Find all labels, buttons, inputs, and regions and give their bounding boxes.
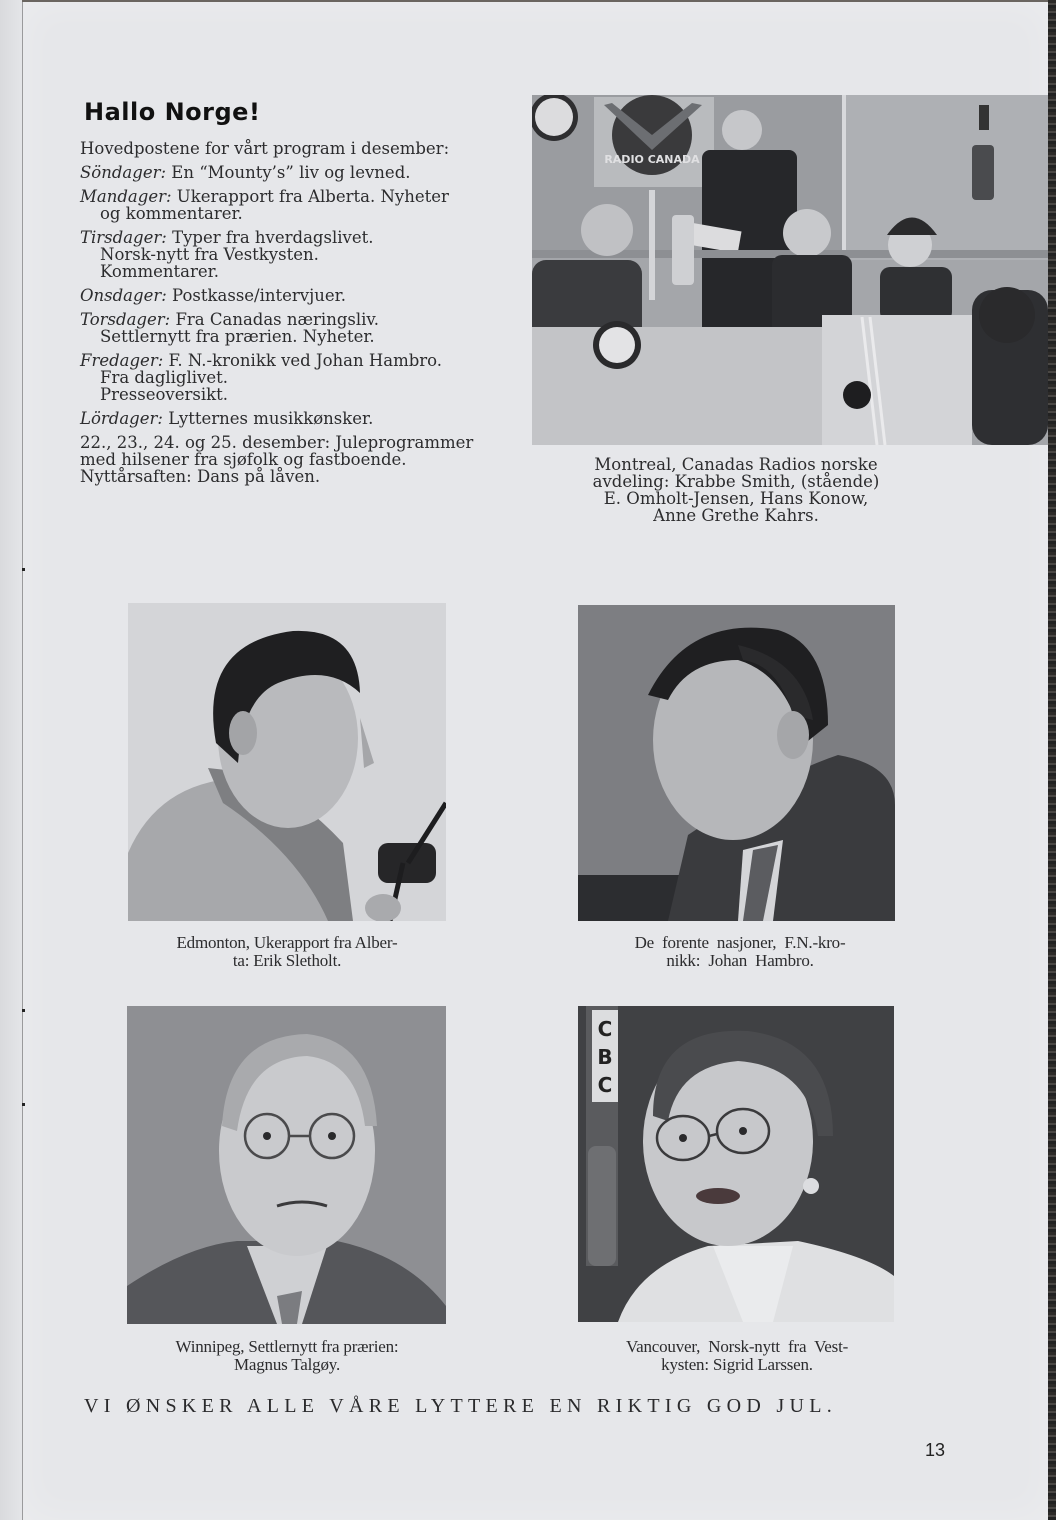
schedule-intro: Hovedpostene for vårt program i desember: bbox=[80, 139, 450, 158]
christmas-greeting: VI ØNSKER ALLE VÅRE LYTTERE EN RIKTIG GOD JUL. bbox=[84, 1395, 838, 1417]
edmonton-portrait-illustration bbox=[128, 603, 446, 921]
un-photo-caption: De forente nasjoner, F.N.-kro- nikk: Johan Hambro. bbox=[634, 933, 846, 970]
schedule-entry-wednesday: Onsdager: Postkasse/intervjuer. bbox=[80, 286, 346, 305]
day-label: Söndager: bbox=[80, 163, 167, 182]
schedule-entry-thursday: Torsdager: Fra Canadas næringsliv. Settlernytt fra prærien. Nyheter. bbox=[80, 310, 380, 346]
edmonton-portrait-photo bbox=[128, 603, 446, 921]
page-number: 13 bbox=[925, 1440, 946, 1460]
schedule-entry-saturday: Lördager: Lytternes musikkønsker. bbox=[80, 409, 374, 428]
studio-photo-illustration bbox=[532, 95, 1048, 445]
day-label: Mandager: bbox=[80, 187, 172, 206]
edmonton-photo-caption: Edmonton, Ukerapport fra Alber- ta: Erik Sletholt. bbox=[176, 933, 398, 970]
gutter-mark bbox=[22, 1009, 25, 1012]
previous-page-edge bbox=[0, 0, 22, 1520]
svg-text:C: C bbox=[597, 1073, 613, 1097]
winnipeg-photo-caption: Winnipeg, Settlernytt fra prærien: Magnus Talgøy. bbox=[175, 1337, 399, 1374]
new-year-program: Nyttårsaften: Dans på låven. bbox=[80, 467, 321, 486]
winnipeg-portrait-photo bbox=[127, 1006, 446, 1324]
schedule-entry-monday: Mandager: Ukerapport fra Alberta. Nyheter og kommentarer. bbox=[80, 187, 449, 223]
un-portrait-illustration bbox=[578, 605, 895, 921]
day-label: Onsdager: bbox=[80, 286, 167, 305]
gutter-mark bbox=[22, 568, 25, 571]
day-label: Tirsdager: bbox=[80, 228, 167, 247]
vancouver-portrait-photo bbox=[578, 1006, 894, 1322]
studio-photo-caption: Montreal, Canadas Radios norske avdeling: Krabbe Smith, (stående) E. Omholt-Jensen, Hans Konow, Anne Grethe Kahrs. bbox=[592, 455, 880, 525]
schedule-entry-tuesday: Tirsdager: Typer fra hverdagslivet. Norsk-nytt fra Vestkysten. Kommentarer. bbox=[80, 228, 374, 281]
svg-text:C: C bbox=[597, 1017, 613, 1041]
page-title: Hallo Norge! bbox=[84, 98, 261, 126]
day-label: Lördager: bbox=[80, 409, 163, 428]
program-schedule bbox=[80, 140, 510, 485]
scan-right-edge bbox=[1048, 0, 1056, 1520]
vancouver-photo-caption: Vancouver, Norsk-nytt fra Vest- kysten: Sigrid Larssen. bbox=[625, 1337, 849, 1374]
vancouver-portrait-illustration bbox=[578, 1006, 894, 1322]
schedule-entry-sunday: Söndager: En “Mounty’s” liv og levned. bbox=[80, 163, 411, 182]
day-label: Fredager: bbox=[80, 351, 164, 370]
day-label: Torsdager: bbox=[80, 310, 171, 329]
christmas-programs: 22., 23., 24. og 25. desember: Juleprogrammer med hilsener fra sjøfolk og fastboende. Nyttårsaften: Dans på låven. bbox=[80, 434, 510, 485]
un-portrait-photo bbox=[578, 605, 895, 921]
radio-canada-emblem: RADIO CANADA bbox=[604, 153, 700, 166]
winnipeg-portrait-illustration bbox=[127, 1006, 446, 1324]
schedule-entry-friday: Fredager: F. N.-kronikk ved Johan Hambro. Fra dagliglivet. Presseoversikt. bbox=[80, 351, 443, 404]
gutter-mark bbox=[22, 1103, 25, 1106]
svg-text:B: B bbox=[597, 1045, 613, 1069]
studio-photo bbox=[532, 95, 1048, 445]
